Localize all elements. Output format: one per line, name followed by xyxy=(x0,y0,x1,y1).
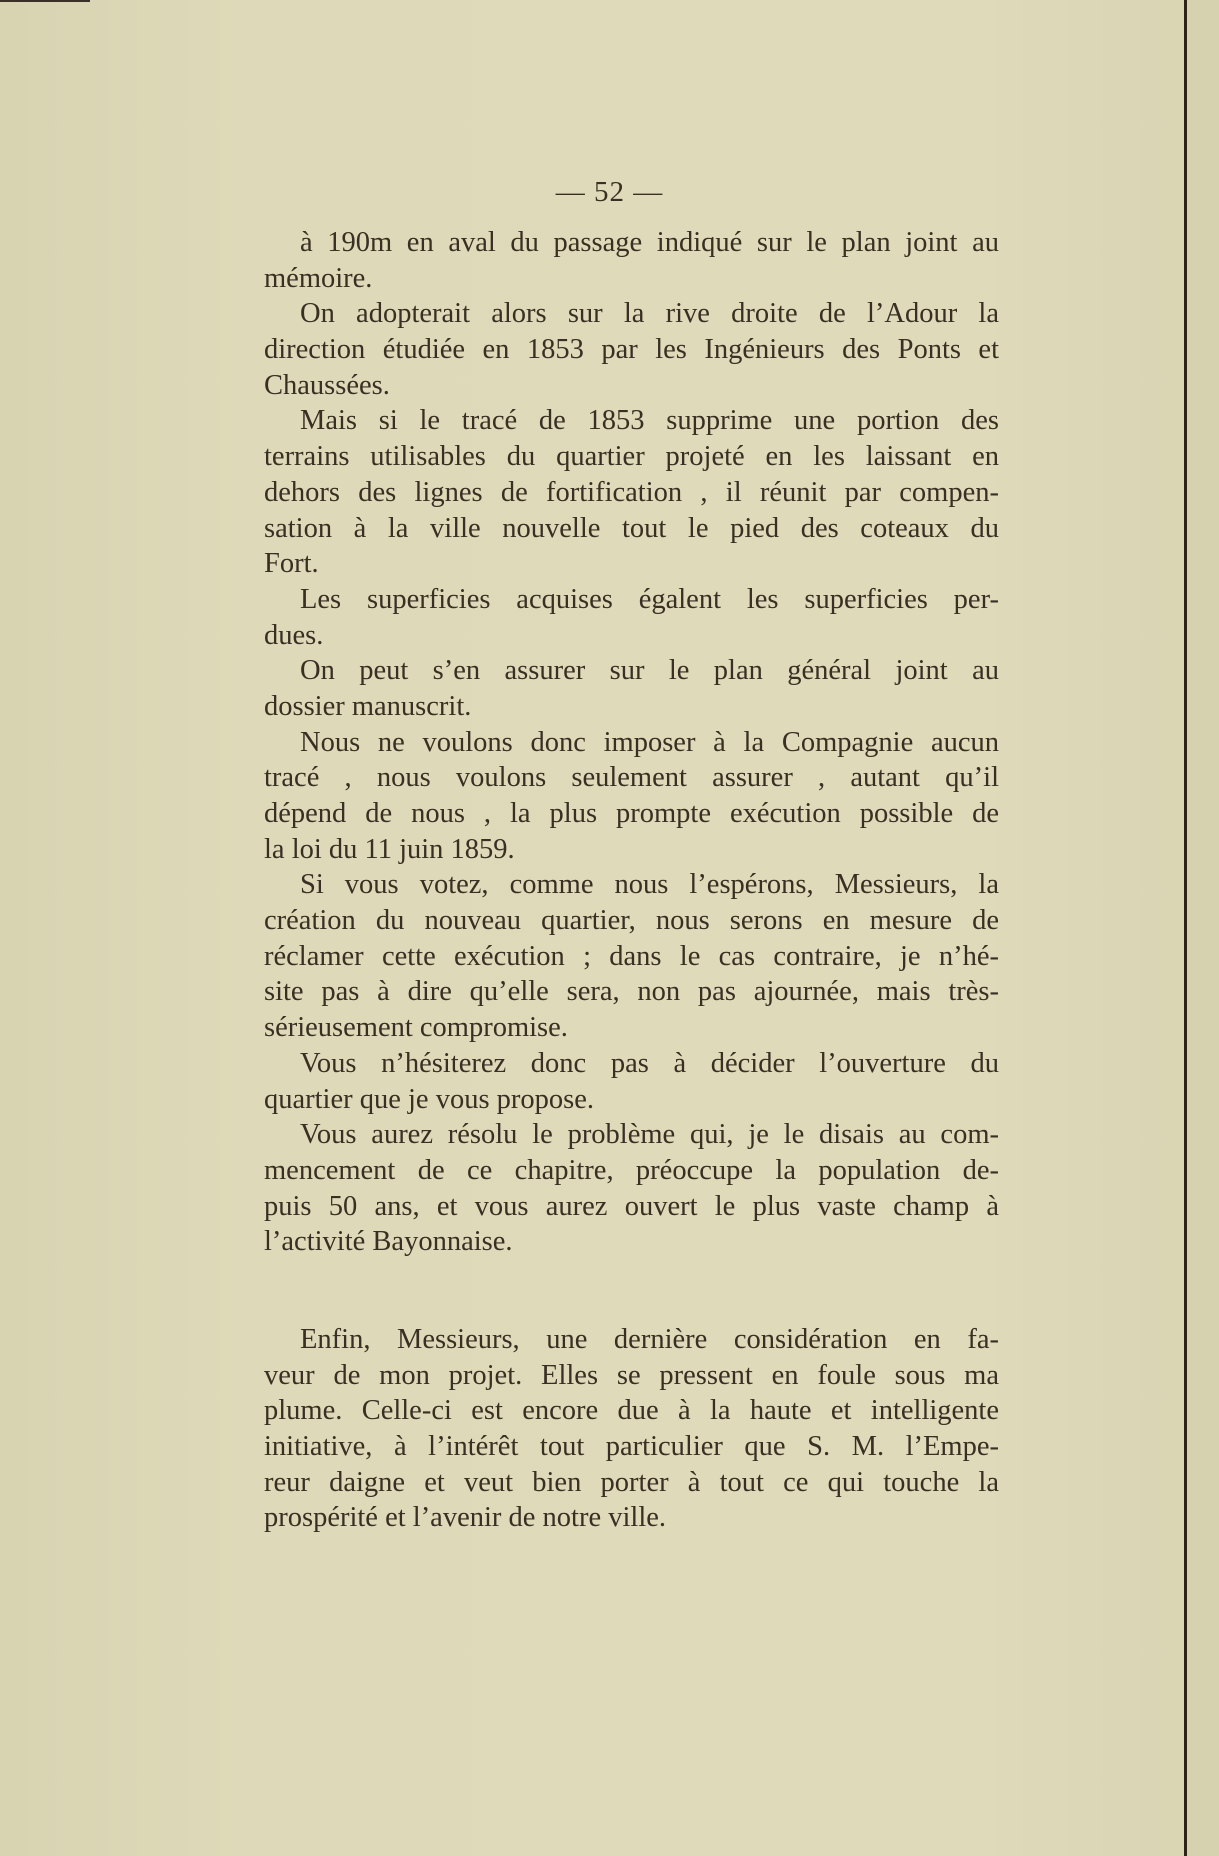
text-line: Nous ne voulons donc imposer à la Compagnie aucun xyxy=(300,726,999,758)
text-line: direction étudiée en 1853 par les Ingénieurs des Ponts et xyxy=(264,334,999,366)
paragraph xyxy=(264,867,999,1045)
text-line: veur de mon projet. Elles se pressent en foule sous ma xyxy=(264,1359,999,1391)
text-line: dehors des lignes de fortification , il réunit par compen- xyxy=(264,476,999,508)
text-line: mémoire. xyxy=(264,262,373,294)
text-line: terrains utilisables du quartier projeté en les laissant en xyxy=(264,441,999,473)
text-line: Chaussées. xyxy=(264,369,390,401)
paragraph xyxy=(264,1322,999,1536)
text-line: prospérité et l’avenir de notre ville. xyxy=(264,1502,667,1534)
text-line: sérieusement compromise. xyxy=(264,1012,568,1044)
page-edge-top xyxy=(0,0,90,2)
paragraph xyxy=(264,582,999,653)
text-line: Enfin, Messieurs, une dernière considération en fa- xyxy=(300,1324,999,1355)
text-line: réclamer cette exécution ; dans le cas contraire, je n’hé- xyxy=(264,940,999,972)
text-line: Mais si le tracé de 1853 supprime une portion des xyxy=(300,405,999,437)
paragraph xyxy=(264,1046,999,1117)
text-line: dépend de nous , la plus prompte exécution possible de xyxy=(264,798,999,829)
text-line: site pas à dire qu’elle sera, non pas ajournée, mais très- xyxy=(264,976,999,1008)
text-line: initiative, à l’intérêt tout particulier que S. M. l’Empe- xyxy=(264,1431,999,1463)
text-line: l’activité Bayonnaise. xyxy=(264,1226,513,1258)
text-line: création du nouveau quartier, nous serons en mesure de xyxy=(264,905,999,937)
text-line: puis 50 ans, et vous aurez ouvert le plus vaste champ à xyxy=(264,1190,999,1222)
text-line: quartier que je vous propose. xyxy=(264,1083,595,1115)
page-number: — 52 — xyxy=(555,176,664,208)
text-line: à 190m en aval du passage indiqué sur le plan joint au xyxy=(300,227,999,258)
text-line: Vous aurez résolu le problème qui, je le disais au com- xyxy=(300,1119,999,1151)
page-margin xyxy=(1187,0,1219,1856)
paragraph xyxy=(264,296,999,403)
text-block-closing xyxy=(264,1322,999,1536)
page-edge-line xyxy=(1184,0,1187,1856)
text-line: On adopterait alors sur la rive droite de l’Adour la xyxy=(300,298,999,330)
text-line: tracé , nous voulons seulement assurer , autant qu’il xyxy=(264,762,999,794)
paragraph xyxy=(264,725,999,868)
paragraph xyxy=(264,403,999,581)
text-line: dossier manuscrit. xyxy=(264,690,472,722)
text-line: Les superficies acquises égalent les superficies per- xyxy=(300,583,999,615)
text-line: mencement de ce chapitre, préoccupe la population de- xyxy=(264,1154,999,1186)
text-line: plume. Celle-ci est encore due à la haute et intelligente xyxy=(264,1395,999,1427)
paragraph xyxy=(264,225,999,296)
paragraph xyxy=(264,1117,999,1260)
text-line: reur daigne et veut bien porter à tout ce qui touche la xyxy=(264,1466,999,1498)
text-line: Si vous votez, comme nous l’espérons, Messieurs, la xyxy=(300,869,999,901)
text-line: On peut s’en assurer sur le plan général joint au xyxy=(300,655,999,687)
text-line: dues. xyxy=(264,619,324,651)
text-line: la loi du 11 juin 1859. xyxy=(264,833,515,865)
text-line: Vous n’hésiterez donc pas à décider l’ouverture du xyxy=(300,1047,999,1079)
paragraph xyxy=(264,653,999,724)
text-line: Fort. xyxy=(264,548,319,580)
text-block-main xyxy=(264,225,999,1260)
text-line: sation à la ville nouvelle tout le pied des coteaux du xyxy=(264,512,999,544)
